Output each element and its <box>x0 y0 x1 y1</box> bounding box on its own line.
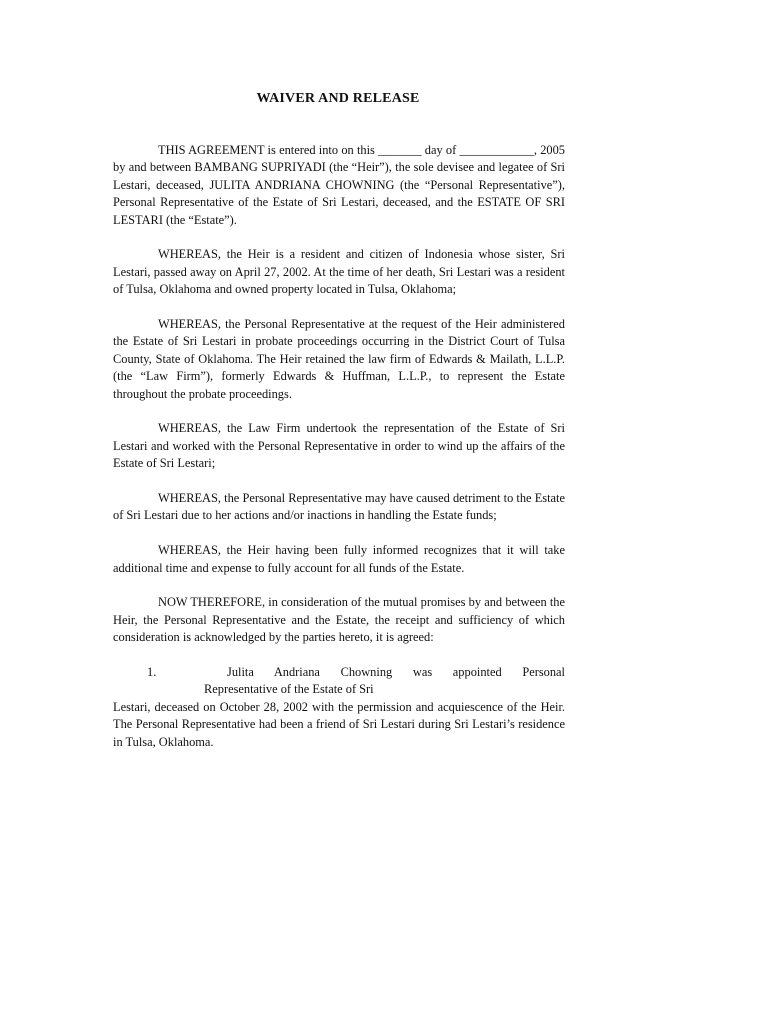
paragraph-whereas-detriment: WHEREAS, the Personal Representative may have caused detriment to the Estate of Sri Lestari due to her actions and/or inactions in handling the Estate funds; <box>113 491 565 523</box>
paragraph-now-therefore: NOW THEREFORE, in consideration of the mutual promises by and between the Heir, the Personal Representative and the Estate, the receipt and sufficiency of which consideration is acknowledged by the parties hereto, it is agreed: <box>113 595 565 645</box>
numbered-item-1 <box>113 664 565 751</box>
item-1-lead-line-1: Julita Andriana Chowning was appointed Personal <box>227 665 565 680</box>
item-1-number: 1. <box>147 665 157 680</box>
item-1-head <box>113 664 565 681</box>
item-1-lead-line-2: Representative of the Estate of Sri <box>204 682 374 697</box>
paragraph-whereas-representative: WHEREAS, the Personal Representative at the request of the Heir administered the Estate of Sri Lestari in probate proceedings occurring in the District Court of Tulsa County, State of Oklahoma. The Heir retained the law firm of Edwards & Mailath, L.L.P. (the “Law Firm”), formerly Edwards & Huffman, L.L.P., to represent the Estate throughout the probate proceedings. <box>113 317 565 401</box>
paragraph-whereas-heir: WHEREAS, the Heir is a resident and citizen of Indonesia whose sister, Sri Lestari, passed away on April 27, 2002. At the time of her death, Sri Lestari was a resident of Tulsa, Oklahoma and owned property located in Tulsa, Oklahoma; <box>113 247 565 297</box>
document-body <box>113 142 565 751</box>
document-title: WAIVER AND RELEASE <box>256 91 420 106</box>
paragraph-whereas-law-firm: WHEREAS, the Law Firm undertook the representation of the Estate of Sri Lestari and worked with the Personal Representative in order to wind up the affairs of the Estate of Sri Lestari; <box>113 421 565 471</box>
paragraph-agreement: THIS AGREEMENT is entered into on this _______ day of ____________, 2005 by and between BAMBANG SUPRIYADI (the “Heir”), the sole devisee and legatee of Sri Lestari, deceased, JULITA ANDRIANA CHOWNING (the “Personal Representative”), Personal Representative of the Estate of Sri Lestari, deceased, and the ESTATE OF SRI LESTARI (the “Estate”). <box>113 143 565 227</box>
item-1-continuation: Lestari, deceased on October 28, 2002 with the permission and acquiescence of the Heir. The Personal Representative had been a friend of Sri Lestari during Sri Lestari’s residence in Tulsa, Oklahoma. <box>113 699 565 749</box>
paragraph-whereas-informed: WHEREAS, the Heir having been fully informed recognizes that it will take additional time and expense to fully account for all funds of the Estate. <box>113 543 565 575</box>
